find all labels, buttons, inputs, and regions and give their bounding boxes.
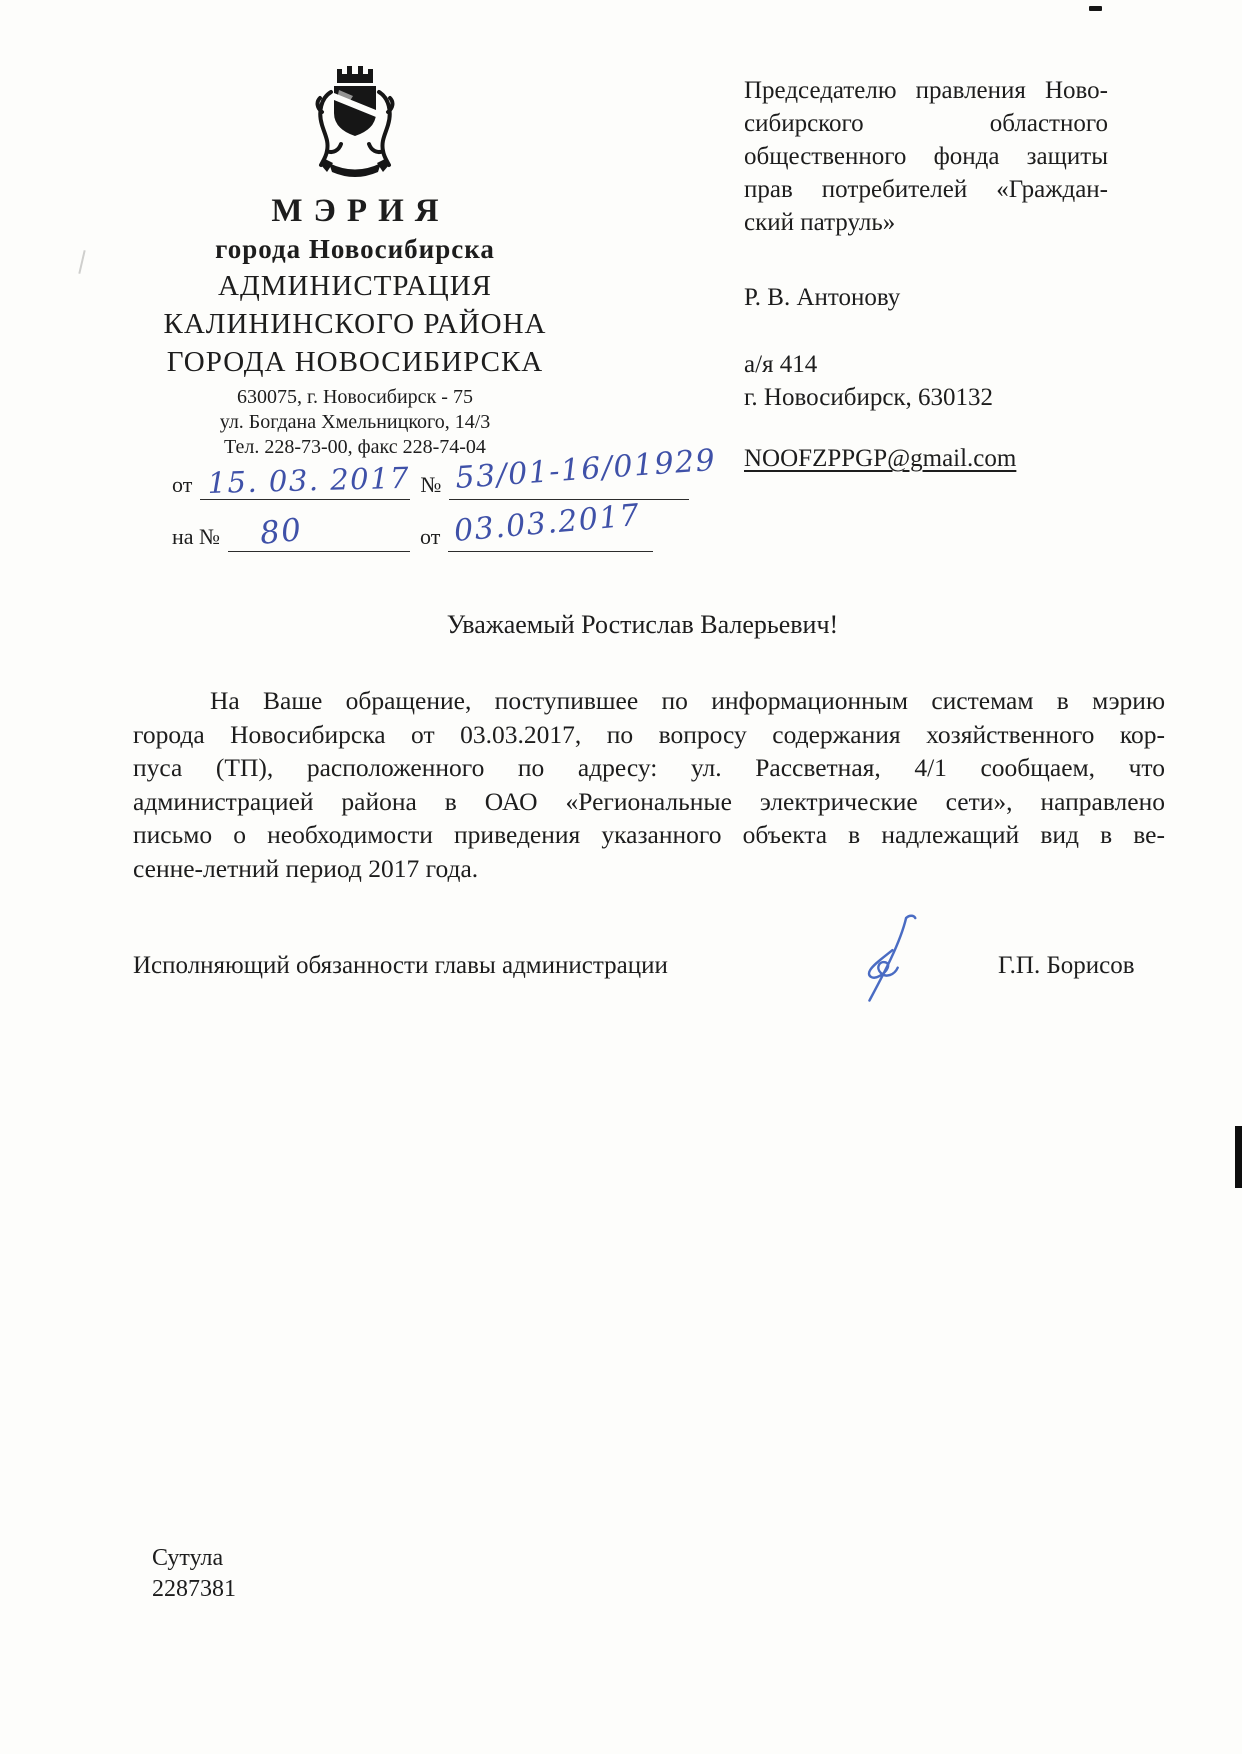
recipient-organization-line: ский патруль»: [744, 209, 896, 236]
org-name-city2: ГОРОДА НОВОСИБИРСКА: [166, 346, 544, 378]
incoming-number-line: [228, 511, 410, 552]
recipient-organization: [744, 74, 1108, 239]
outgoing-date-handwritten: 15. 03. 2017: [207, 460, 411, 500]
recipient-organization-line: общественного фонда защиты: [744, 143, 1108, 170]
recipient-person: Р. В. Антонову: [744, 284, 901, 311]
org-name-mayor: МЭРИЯ: [271, 193, 450, 229]
recipient-city: г. Новосибирск, 630132: [744, 384, 994, 411]
incoming-number-label: на №: [172, 524, 221, 549]
recipient-email: NOOFZPPGP@gmail.com: [744, 445, 1017, 472]
recipient-organization-line: прав потребителей «Граждан-: [744, 176, 1108, 203]
recipient-organization-line: Председателю правления Ново-: [744, 77, 1108, 104]
incoming-date-handwritten: 03.03.2017: [453, 497, 643, 550]
outgoing-date-line: [200, 460, 411, 500]
incoming-number-handwritten: 80: [258, 511, 305, 552]
letterhead: [116, 62, 594, 459]
scan-artifact: [1089, 6, 1102, 11]
letter-body-line: города Новосибирска от 03.03.2017, по вопросу содержания хозяйственного кор-: [133, 719, 1165, 749]
recipient-block: [744, 74, 1108, 475]
signatory-name: Г.П. Борисов: [998, 952, 1135, 979]
letter-body-line: пуса (ТП), расположенного по адресу: ул. Рассветная, 4/1 сообщаем, что: [133, 753, 1165, 782]
org-name-district: КАЛИНИНСКОГО РАЙОНА: [163, 308, 547, 340]
executor-block: [152, 1543, 236, 1605]
scan-artifact: [78, 250, 85, 274]
salutation: Уважаемый Ростислав Валерьевич!: [446, 610, 839, 639]
signatory-title: Исполняющий обязанности главы администрации: [133, 952, 668, 979]
recipient-organization-line: сибирского областного: [744, 110, 1108, 137]
executor-phone: 2287381: [152, 1576, 236, 1602]
letterhead-postal-code: 630075, г. Новосибирск - 75: [237, 386, 473, 408]
letterhead-phone: Тел. 228-73-00, факс 228-74-04: [224, 436, 486, 458]
letterhead-street: ул. Богдана Хмельницкого, 14/3: [219, 411, 491, 433]
outgoing-number-line: [449, 442, 718, 500]
novosibirsk-coat-of-arms-icon: [315, 62, 395, 185]
letter-body-line: администрацией района в ОАО «Региональные электрические сети», направлено: [133, 786, 1165, 816]
executor-name: Сутула: [152, 1545, 224, 1571]
handwritten-signature: [845, 896, 929, 1023]
outgoing-date-label: от: [172, 472, 193, 497]
letter-body: [133, 684, 1165, 885]
recipient-po-box: а/я 414: [744, 351, 818, 378]
org-name-city: города Новосибирска: [215, 234, 495, 264]
incoming-date-label: от: [420, 524, 441, 549]
letter-body-line: письмо о необходимости приведения указанного объекта в надлежащий вид в ве-: [133, 820, 1165, 849]
org-name-administration: АДМИНИСТРАЦИЯ: [218, 270, 492, 302]
outgoing-number-label: №: [420, 472, 442, 497]
incoming-reference-row: [172, 497, 712, 552]
letter-body-line: На Ваше обращение, поступившее по информационным системам в мэрию: [210, 686, 1165, 715]
outgoing-number-handwritten: 53/01-16/01929: [454, 442, 718, 497]
letter-body-line: сенне-летний период 2017 года.: [133, 853, 479, 883]
incoming-date-line: [448, 497, 653, 552]
scan-artifact: [1235, 1126, 1242, 1188]
